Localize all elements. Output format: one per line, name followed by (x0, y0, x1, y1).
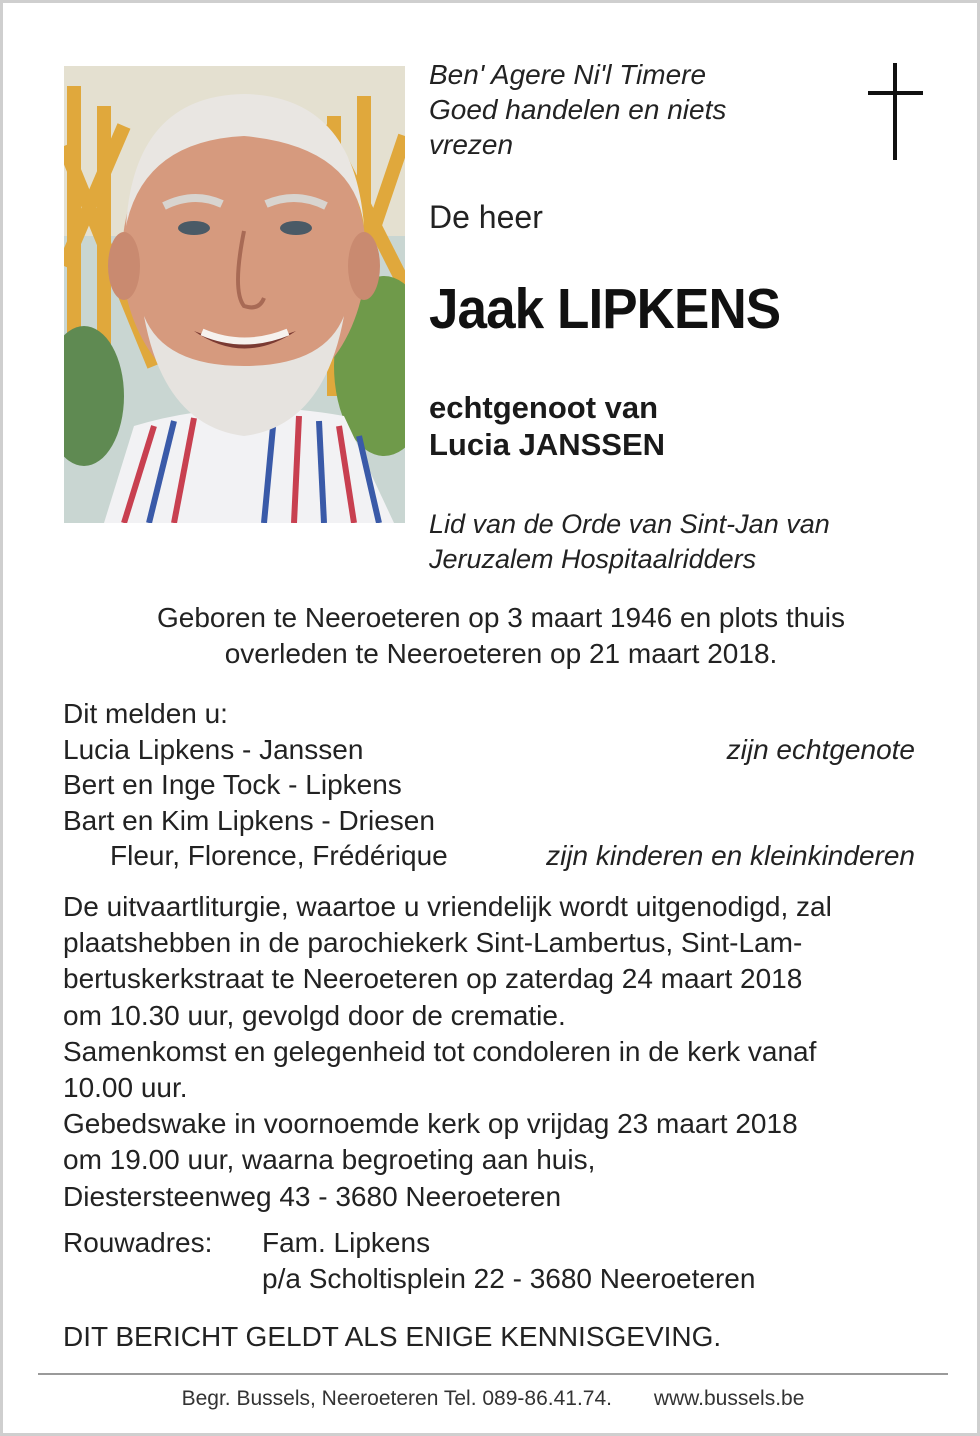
motto-line: Ben' Agere Ni'l Timere (429, 59, 707, 90)
undertaker-info: Begr. Bussels, Neeroeteren Tel. 089-86.41.74. (181, 1387, 612, 1410)
spouse-line: Lucia JANSSEN (429, 427, 666, 462)
mourning-address-value (262, 1225, 755, 1297)
funeral-line: Diestersteenweg 43 - 3680 Neeroeteren (63, 1180, 562, 1212)
salutation: De heer (429, 199, 543, 235)
birth-death-line: Geboren te Neeroeteren op 3 maart 1946 en plots thuis (157, 602, 845, 633)
birth-death-info (63, 600, 939, 672)
notice-statement: DIT BERICHT GELDT ALS ENIGE KENNISGEVING. (63, 1321, 722, 1352)
address-line: p/a Scholtisplein 22 - 3680 Neeroeteren (262, 1263, 756, 1294)
announcer-relation: zijn echtgenote (726, 733, 915, 765)
funeral-line: bertuskerkstraat te Neeroeteren op zaterdag 24 maart 2018 (63, 963, 803, 995)
motto-line: vrezen (429, 129, 514, 160)
funeral-line: plaatshebben in de parochiekerk Sint-Lambertus, Sint-Lam- (63, 927, 803, 959)
funeral-line: Gebedswake in voornoemde kerk op vrijdag 23 maart 2018 (63, 1108, 798, 1140)
announcer-name: Fleur, Florence, Frédérique (110, 840, 448, 871)
footer (3, 1387, 980, 1411)
birth-death-line: overleden te Neeroeteren op 21 maart 2018. (224, 638, 778, 669)
funeral-line: De uitvaartliturgie, waartoe u vriendelijk wordt uitgenodigd, zal (63, 891, 832, 922)
announcer-name: Bart en Kim Lipkens - Driesen (63, 804, 435, 836)
motto-line: Goed handelen en niets (429, 94, 727, 125)
order-line: Jeruzalem Hospitaalridders (429, 544, 757, 574)
funeral-line: Samenkomst en gelegenheid tot condoleren in de kerk vanaf (63, 1035, 817, 1067)
address-line: Fam. Lipkens (262, 1227, 431, 1258)
order-line: Lid van de Orde van Sint-Jan van (429, 509, 830, 539)
deceased-name: Jaak LIPKENS (429, 277, 781, 341)
website-link[interactable]: www.bussels.be (653, 1387, 805, 1410)
cross-icon (865, 63, 925, 163)
spouse-info (429, 389, 665, 463)
mourning-address-label: Rouwadres: (63, 1227, 213, 1258)
announcers-list (63, 696, 915, 874)
list-item (63, 732, 915, 768)
announcer-name: Lucia Lipkens - Janssen (63, 733, 364, 765)
funeral-line: om 10.30 uur, gevolgd door de crematie. (63, 999, 566, 1031)
footer-divider (38, 1373, 948, 1375)
list-item (63, 838, 915, 874)
announcer-relation: zijn kinderen en kleinkinderen (546, 840, 915, 871)
motto (429, 57, 726, 162)
order-membership (429, 507, 830, 577)
funeral-details (63, 889, 943, 1215)
announcer-name: Bert en Inge Tock - Lipkens (63, 769, 402, 800)
spouse-line: echtgenoot van (429, 390, 659, 425)
announce-intro: Dit melden u: (63, 698, 228, 729)
portrait-photo (64, 66, 405, 523)
funeral-line: om 19.00 uur, waarna begroeting aan huis, (63, 1144, 596, 1176)
list-item (63, 803, 915, 839)
list-item (63, 767, 915, 803)
funeral-line: 10.00 uur. (63, 1072, 188, 1104)
